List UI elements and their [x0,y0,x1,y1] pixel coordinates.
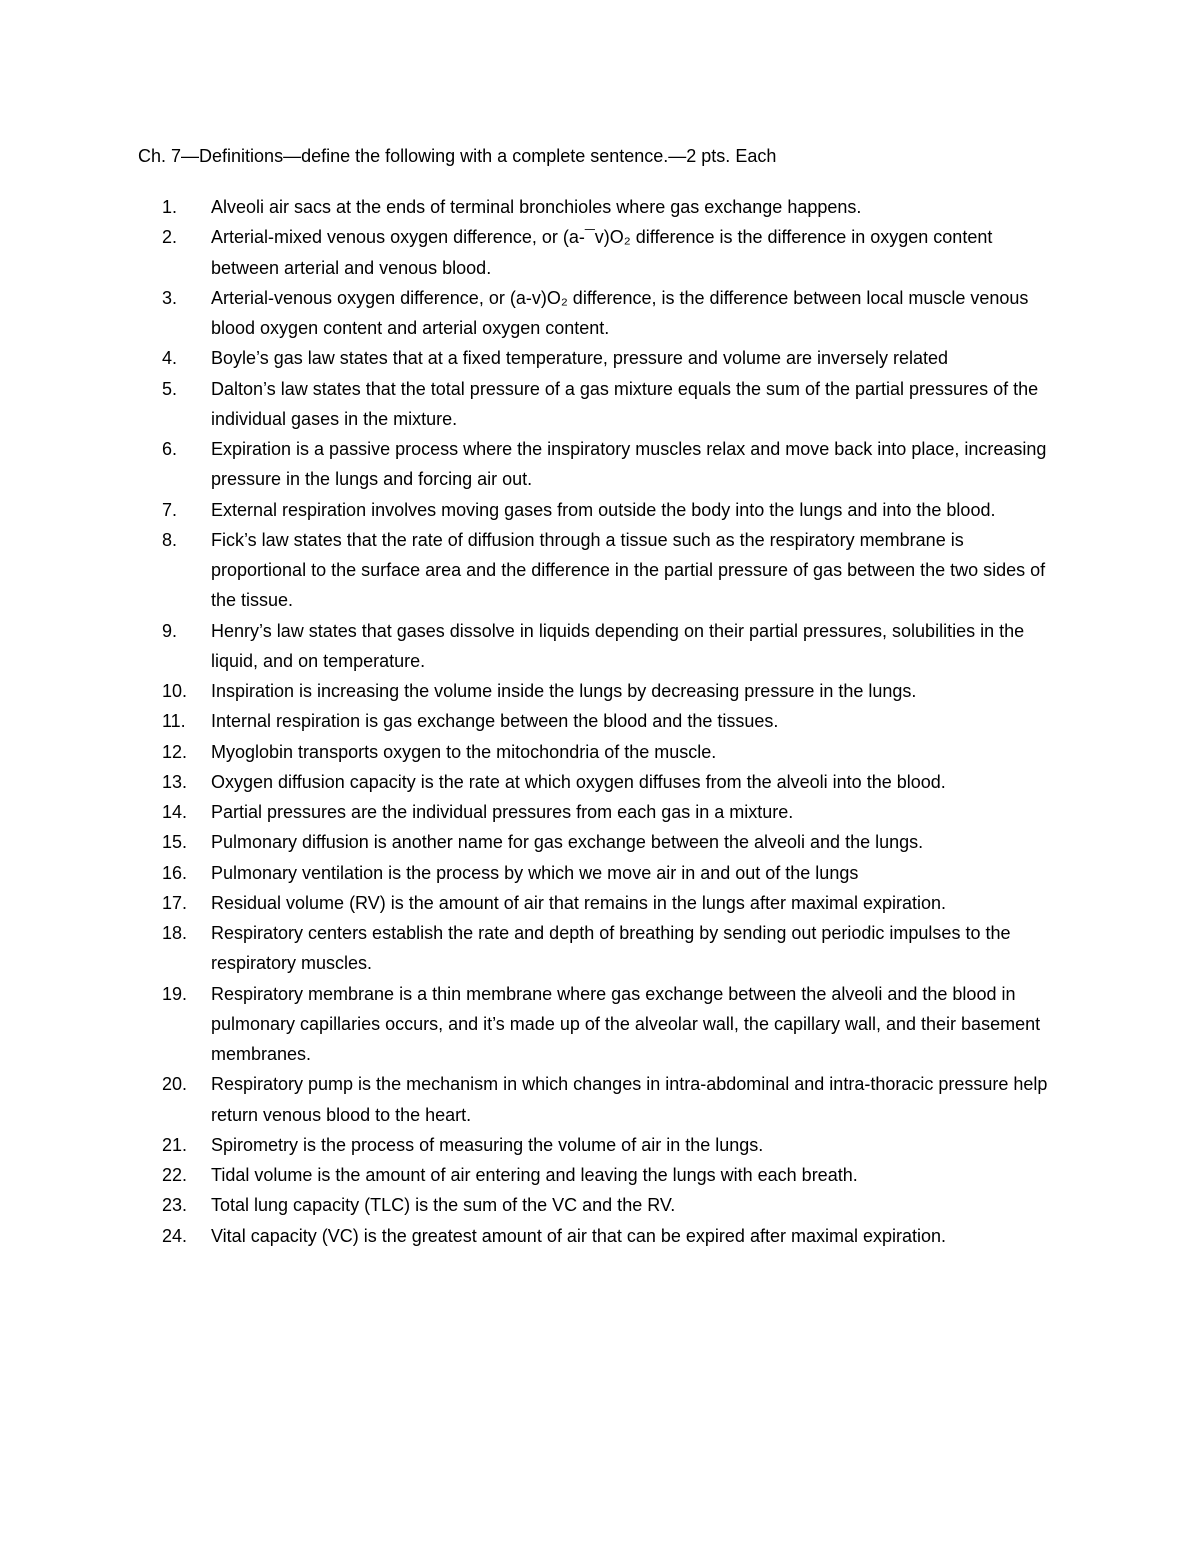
item-number: 16. [162,862,188,883]
item-number: 15. [162,832,188,853]
definition-item [0,827,1200,857]
definition-text: Inspiration is increasing the volume inside the lungs by decreasing pressure in the lungs. [211,681,917,701]
definition-text: External respiration involves moving gases from outside the body into the lungs and into the blood. [211,499,996,520]
definition-item [0,888,1200,918]
item-number: 8. [162,529,178,550]
definition-item [0,706,1200,736]
definition-text: Oxygen diffusion capacity is the rate at which oxygen diffuses from the alveoli into the blood. [211,771,946,792]
item-number: 5. [162,378,178,399]
definition-item [0,343,1200,373]
item-number: 2. [162,227,178,248]
definition-item [0,767,1200,797]
item-number: 17. [162,892,188,913]
definition-text: Respiratory pump is the mechanism in which changes in intra-abdominal and intra-thoracic pressure help return venous blood to the heart. [211,1074,1048,1125]
definition-item [0,222,1200,283]
definition-text: Total lung capacity (TLC) is the sum of the VC and the RV. [211,1195,676,1216]
item-number: 13. [162,771,188,792]
item-number: 23. [162,1195,188,1216]
item-number: 14. [162,802,188,822]
document-heading: Ch. 7—Definitions—define the following with a complete sentence.—2 pts. Each [138,146,777,166]
definition-text: Boyle’s gas law states that at a fixed temperature, pressure and volume are inversely related [211,348,949,369]
definition-item [0,1069,1200,1130]
definition-text: Pulmonary ventilation is the process by which we move air in and out of the lungs [211,862,859,883]
definition-text: Spirometry is the process of measuring the volume of air in the lungs. [211,1134,764,1155]
item-number: 20. [162,1074,188,1095]
definition-text: Dalton’s law states that the total pressure of a gas mixture equals the sum of the partial pressures of the individual gases in the mixture. [211,378,1039,429]
item-number: 1. [162,197,178,217]
definition-item [0,737,1200,767]
definition-item [0,979,1200,1070]
item-number: 22. [162,1165,188,1185]
definition-text: Pulmonary diffusion is another name for gas exchange between the alveoli and the lungs. [211,832,924,853]
definition-text: Respiratory centers establish the rate and depth of breathing by sending out periodic impulses to the respiratory muscles. [211,923,1011,974]
definition-text: Alveoli air sacs at the ends of terminal bronchioles where gas exchange happens. [211,197,862,217]
item-number: 10. [162,681,188,701]
item-number: 11. [162,711,186,732]
definition-item [0,192,1200,222]
definition-item [0,1221,1200,1251]
definition-list [0,192,1200,1251]
definition-text: Partial pressures are the individual pressures from each gas in a mixture. [211,802,794,822]
definition-item [0,1190,1200,1220]
item-number: 19. [162,983,188,1004]
item-number: 24. [162,1225,188,1246]
definition-text: Arterial-mixed venous oxygen difference, or (a-¯v)O₂ difference is the difference in oxygen content between arterial and venous blood. [211,227,993,278]
definition-item [0,495,1200,525]
definition-text: Henry’s law states that gases dissolve in liquids depending on their partial pressures, solubilities in the liquid, and on temperature. [211,620,1025,671]
definition-item [0,283,1200,344]
definition-item [0,374,1200,435]
definition-text: Respiratory membrane is a thin membrane where gas exchange between the alveoli and the blood in pulmonary capillaries occurs, and it’s made up of the alveolar wall, the capillary wall, and their basement membranes. [211,983,1041,1064]
definition-item [0,1160,1200,1190]
item-number: 12. [162,741,188,762]
definition-text: Myoglobin transports oxygen to the mitochondria of the muscle. [211,741,717,762]
definition-text: Arterial-venous oxygen difference, or (a-v)O₂ difference, is the difference between local muscle venous blood oxygen content and arterial oxygen content. [211,287,1029,338]
item-number: 4. [162,348,178,369]
definition-text: Expiration is a passive process where the inspiratory muscles relax and move back into place, increasing pressure in the lungs and forcing air out. [211,439,1047,490]
definition-item [0,1130,1200,1160]
item-number: 7. [162,499,178,520]
item-number: 6. [162,439,178,459]
definition-item [0,797,1200,827]
definition-text: Fick’s law states that the rate of diffusion through a tissue such as the respiratory membrane is proportional to the surface area and the difference in the partial pressure of gas between the two sides of the tissue. [211,529,1046,611]
definition-item [0,525,1200,616]
definition-text: Residual volume (RV) is the amount of air that remains in the lungs after maximal expiration. [211,892,947,913]
definition-item [0,858,1200,888]
item-number: 18. [162,923,188,943]
item-number: 9. [162,620,178,641]
definition-item [0,918,1200,979]
definition-text: Vital capacity (VC) is the greatest amount of air that can be expired after maximal expiration. [211,1225,947,1246]
item-number: 21. [162,1134,188,1155]
definition-item [0,434,1200,495]
definition-text: Tidal volume is the amount of air entering and leaving the lungs with each breath. [211,1165,858,1185]
definition-item [0,676,1200,706]
item-number: 3. [162,287,178,308]
definition-text: Internal respiration is gas exchange between the blood and the tissues. [211,711,779,732]
definition-item [0,616,1200,677]
